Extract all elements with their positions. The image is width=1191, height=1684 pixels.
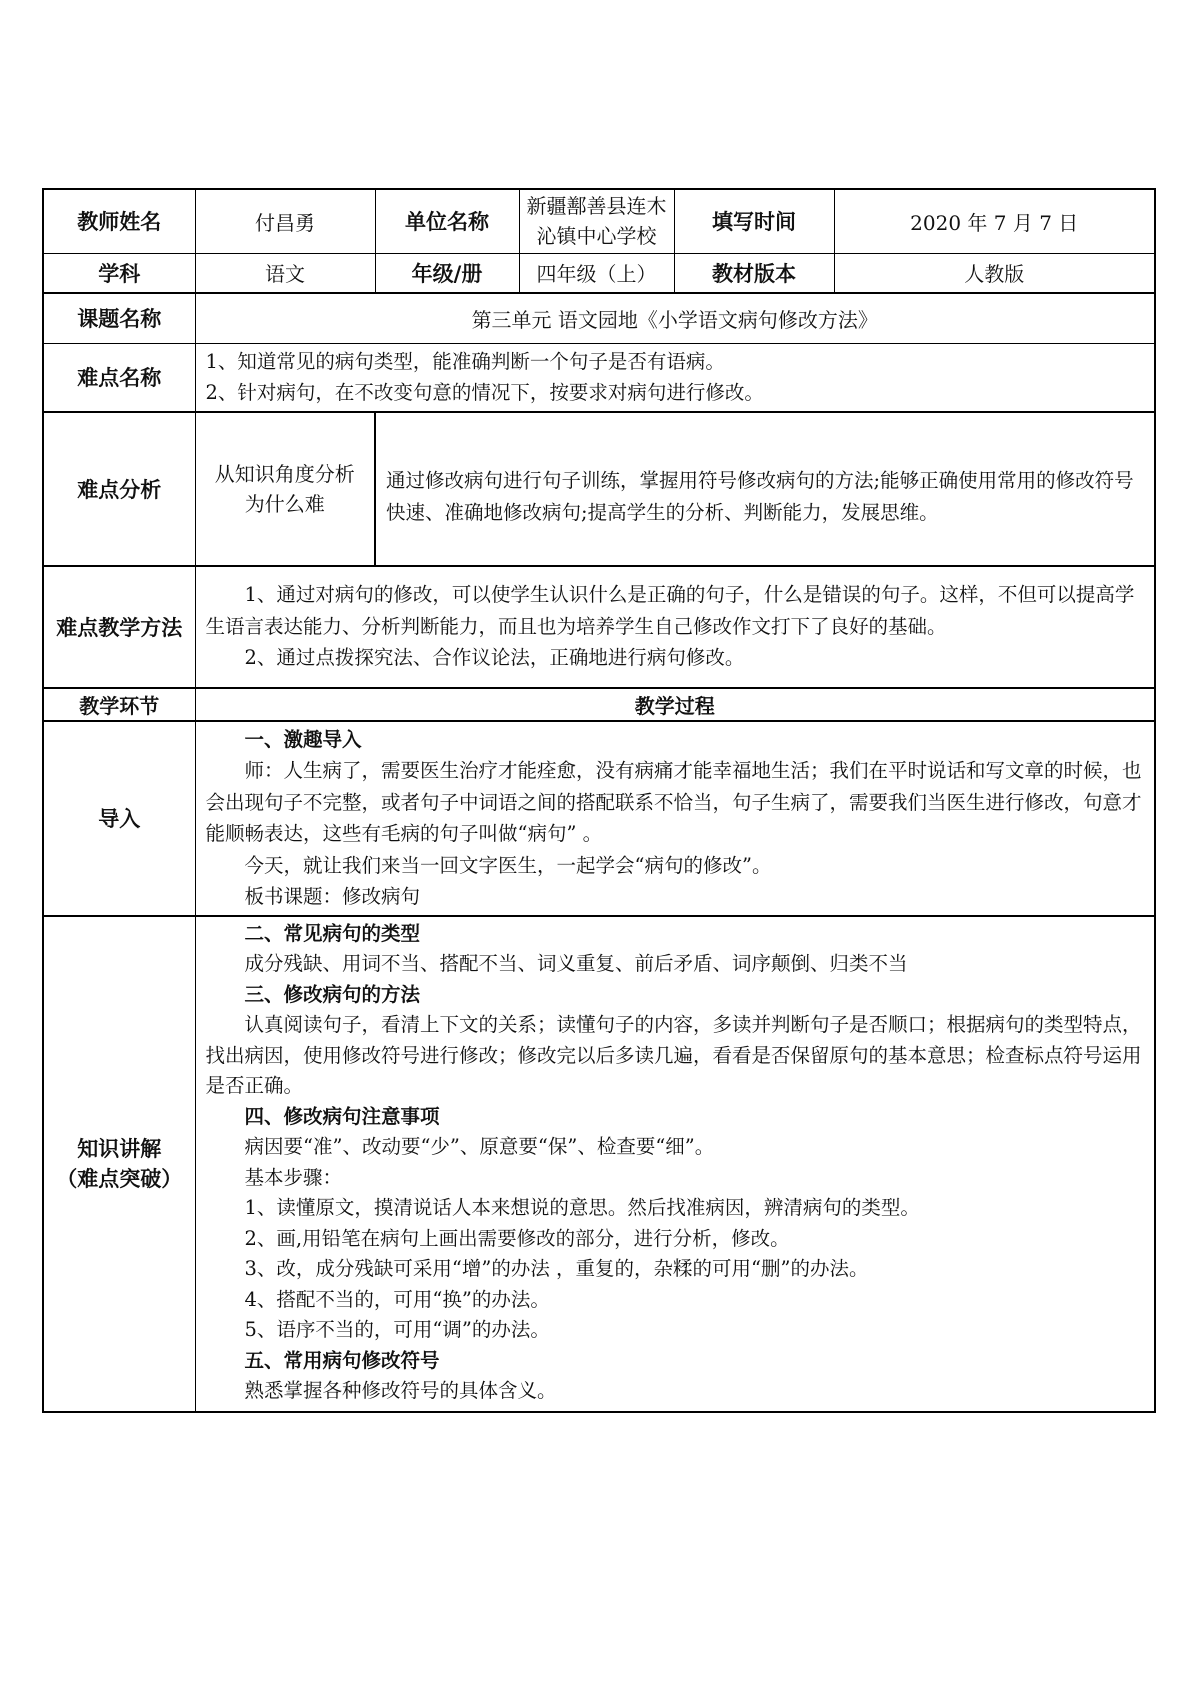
unit-label: 单位名称 <box>375 189 519 253</box>
header-row-2 <box>43 253 1155 293</box>
knowledge-content <box>195 916 1155 1412</box>
types-text: 成分残缺、用词不当、搭配不当、词义重复、前后矛盾、词序颠倒、归类不当 <box>244 952 908 975</box>
edition-label: 教材版本 <box>674 253 834 293</box>
method-paragraph-1: 1、通过对病句的修改，可以使学生认识什么是正确的句子，什么是错误的句子。这样，不但可以提高学生语言表达能力、分析判断能力，而且也为培养学生自己修改作文打下了良好的基础。 <box>205 583 1135 638</box>
intro-heading: 一、激趣导入 <box>244 727 362 751</box>
lesson-plan-table <box>42 188 1156 1413</box>
header-row-1 <box>43 189 1155 253</box>
notes-text: 病因要“准”、改动要“少”、原意要“保”、检查要“细”。 <box>244 1135 715 1158</box>
analysis-row <box>43 412 1155 566</box>
method-row <box>43 566 1155 688</box>
grade-value: 四年级（上） <box>519 253 674 293</box>
knowledge-row <box>43 916 1155 1412</box>
intro-row <box>43 721 1155 916</box>
difficulty-label: 难点名称 <box>43 343 195 412</box>
analysis-label: 难点分析 <box>43 412 195 566</box>
analysis-sub-label-line1: 从知识角度分析 <box>214 461 355 486</box>
unit-value-line1: 新疆鄯善县连木 <box>526 194 667 219</box>
process-header-left: 教学环节 <box>43 688 195 721</box>
analysis-sub-label <box>195 412 375 566</box>
step-item-2: 2、画,用铅笔在病句上画出需要修改的部分，进行分析，修改。 <box>244 1226 790 1250</box>
process-header-row <box>43 688 1155 721</box>
step-item-1: 1、读懂原文，摸清说话人本来想说的意思。然后找准病因，辨清病句的类型。 <box>244 1196 920 1219</box>
intro-paragraph-1: 师：人生病了，需要医生治疗才能痊愈，没有病痛才能幸福地生活；我们在平时说话和写文章的时候，也会出现句子不完整，或者句子中词语之间的搭配联系不恰当，句子生病了，需要我们当医生进行修改，句意才能顺畅表达，这些有毛病的句子叫做“病句” 。 <box>205 759 1142 845</box>
process-header-right: 教学过程 <box>195 688 1155 721</box>
method-text: 认真阅读句子，看清上下文的关系；读懂句子的内容，多读并判断句子是否顺口；根据病句的类型特点，找出病因，使用修改符号进行修改；修改完以后多读几遍，看看是否保留原句的基本意思；检查标点符号运用是否正确。 <box>205 1013 1142 1097</box>
date-value: 2020 年 7 月 7 日 <box>834 189 1155 253</box>
knowledge-label-line1: 知识讲解 <box>77 1136 162 1161</box>
method-heading: 三、修改病句的方法 <box>244 982 421 1006</box>
step-item-4: 4、搭配不当的，可用“换”的办法。 <box>244 1287 550 1311</box>
intro-paragraph-2: 今天，就让我们来当一回文字医生，一起学会“病句的修改”。 <box>244 853 772 877</box>
method-content <box>195 566 1155 688</box>
unit-value-line2: 沁镇中心学校 <box>536 224 657 249</box>
intro-paragraph-3: 板书课题：修改病句 <box>244 885 421 908</box>
steps-title: 基本步骤： <box>244 1165 343 1189</box>
types-heading: 二、常见病句的类型 <box>244 921 421 945</box>
notes-heading: 四、修改病句注意事项 <box>244 1104 440 1128</box>
method-label: 难点教学方法 <box>43 566 195 688</box>
grade-label: 年级/册 <box>375 253 519 293</box>
symbols-text: 熟悉掌握各种修改符号的具体含义。 <box>244 1379 557 1402</box>
intro-content <box>195 721 1155 916</box>
analysis-text: 通过修改病句进行句子训练，掌握用符号修改病句的方法;能够正确使用常用的修改符号快速、准确地修改病句;提高学生的分析、判断能力，发展思维。 <box>375 412 1155 566</box>
difficulty-line-1: 1、知道常见的病句类型，能准确判断一个句子是否有语病。 <box>205 349 725 373</box>
knowledge-label-line2: （难点突破） <box>56 1166 183 1191</box>
difficulty-row <box>43 343 1155 412</box>
date-label: 填写时间 <box>674 189 834 253</box>
unit-value <box>519 189 674 253</box>
symbols-heading: 五、常用病句修改符号 <box>244 1348 440 1372</box>
edition-value: 人教版 <box>834 253 1155 293</box>
subject-label: 学科 <box>43 253 195 293</box>
step-item-3: 3、改，成分残缺可采用“增”的办法 ，重复的，杂糅的可用“删”的办法。 <box>244 1257 869 1280</box>
lesson-plan-sheet <box>42 188 1154 1436</box>
subject-value: 语文 <box>195 253 375 293</box>
analysis-sub-label-line2: 为什么难 <box>244 491 325 516</box>
topic-label: 课题名称 <box>43 293 195 343</box>
topic-value: 第三单元 语文园地《小学语文病句修改方法》 <box>195 293 1155 343</box>
intro-label: 导入 <box>43 721 195 916</box>
teacher-label: 教师姓名 <box>43 189 195 253</box>
teacher-value: 付昌勇 <box>195 189 375 253</box>
difficulty-content <box>195 343 1155 412</box>
knowledge-label <box>43 916 195 1412</box>
difficulty-line-2: 2、针对病句，在不改变句意的情况下，按要求对病句进行修改。 <box>205 381 764 404</box>
step-item-5: 5、语序不当的，可用“调”的办法。 <box>244 1318 550 1341</box>
topic-row <box>43 293 1155 343</box>
method-paragraph-2: 2、通过点拨探究法、合作议论法，正确地进行病句修改。 <box>244 646 745 670</box>
